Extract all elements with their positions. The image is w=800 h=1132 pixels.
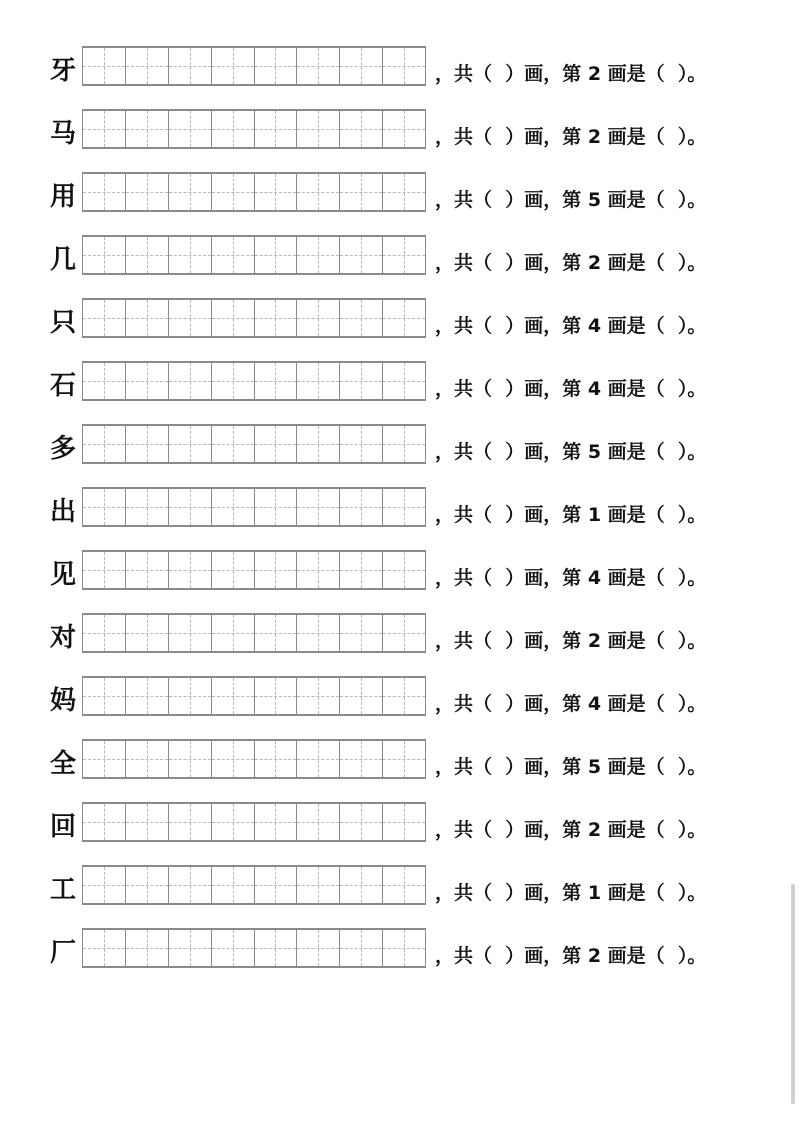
grid-cell[interactable] (340, 174, 383, 210)
grid-cell[interactable] (383, 552, 426, 588)
grid-cell[interactable] (255, 174, 298, 210)
grid-cell[interactable] (83, 678, 126, 714)
grid-cell[interactable] (297, 552, 340, 588)
grid-cell[interactable] (83, 489, 126, 525)
grid-cell[interactable] (255, 867, 298, 903)
stroke-question: ，共（ ）画，第 5 画是（ ）。 (435, 756, 707, 778)
stroke-question: ，共（ ）画，第 4 画是（ ）。 (435, 693, 707, 715)
grid-cell[interactable] (383, 300, 426, 336)
stroke-question: ，共（ ）画，第 2 画是（ ）。 (435, 252, 707, 274)
grid-cell[interactable] (212, 48, 255, 84)
character: 几 (50, 245, 77, 275)
grid-cell[interactable] (212, 489, 255, 525)
grid-cell[interactable] (212, 930, 255, 966)
grid-cell[interactable] (340, 804, 383, 840)
grid-cell[interactable] (212, 678, 255, 714)
grid-cell[interactable] (212, 174, 255, 210)
stroke-question: ，共（ ）画，第 2 画是（ ）。 (435, 945, 707, 967)
worksheet-row (50, 361, 770, 403)
grid-cell[interactable] (340, 300, 383, 336)
grid-cell[interactable] (126, 552, 169, 588)
worksheet-row (50, 865, 770, 907)
grid-cell[interactable] (383, 867, 426, 903)
grid-cell[interactable] (126, 930, 169, 966)
grid-cell[interactable] (169, 552, 212, 588)
grid-cell[interactable] (83, 363, 126, 399)
stroke-question: ，共（ ）画，第 2 画是（ ）。 (435, 630, 707, 652)
grid-cell[interactable] (340, 867, 383, 903)
stroke-question: ，共（ ）画，第 4 画是（ ）。 (435, 378, 707, 400)
writing-grid[interactable] (82, 739, 426, 779)
writing-grid[interactable] (82, 361, 426, 401)
stroke-question: ，共（ ）画，第 2 画是（ ）。 (435, 819, 707, 841)
grid-cell[interactable] (255, 678, 298, 714)
grid-cell[interactable] (212, 111, 255, 147)
grid-cell[interactable] (126, 174, 169, 210)
grid-cell[interactable] (340, 741, 383, 777)
grid-cell[interactable] (126, 426, 169, 462)
grid-cell[interactable] (297, 363, 340, 399)
grid-cell[interactable] (126, 300, 169, 336)
grid-cell[interactable] (255, 48, 298, 84)
grid-cell[interactable] (83, 426, 126, 462)
grid-cell[interactable] (255, 741, 298, 777)
grid-cell[interactable] (383, 237, 426, 273)
character: 马 (50, 119, 77, 149)
worksheet-row (50, 802, 770, 844)
writing-grid[interactable] (82, 802, 426, 842)
worksheet-row (50, 928, 770, 970)
grid-cell[interactable] (169, 363, 212, 399)
grid-cell[interactable] (297, 174, 340, 210)
grid-cell[interactable] (297, 489, 340, 525)
grid-cell[interactable] (383, 678, 426, 714)
stroke-question: ，共（ ）画，第 5 画是（ ）。 (435, 441, 707, 463)
grid-cell[interactable] (169, 741, 212, 777)
grid-cell[interactable] (126, 741, 169, 777)
worksheet-row (50, 550, 770, 592)
grid-cell[interactable] (169, 426, 212, 462)
grid-cell[interactable] (126, 615, 169, 651)
grid-cell[interactable] (126, 489, 169, 525)
grid-cell[interactable] (297, 741, 340, 777)
grid-cell[interactable] (212, 615, 255, 651)
grid-cell[interactable] (126, 804, 169, 840)
writing-grid[interactable] (82, 46, 426, 86)
grid-cell[interactable] (169, 615, 212, 651)
stroke-question: ，共（ ）画，第 2 画是（ ）。 (435, 126, 707, 148)
grid-cell[interactable] (255, 300, 298, 336)
grid-cell[interactable] (297, 426, 340, 462)
grid-cell[interactable] (169, 867, 212, 903)
grid-cell[interactable] (126, 363, 169, 399)
stroke-question: ，共（ ）画，第 4 画是（ ）。 (435, 315, 707, 337)
grid-cell[interactable] (212, 804, 255, 840)
grid-cell[interactable] (383, 804, 426, 840)
grid-cell[interactable] (255, 111, 298, 147)
grid-cell[interactable] (83, 930, 126, 966)
grid-cell[interactable] (340, 930, 383, 966)
grid-cell[interactable] (340, 426, 383, 462)
writing-grid[interactable] (82, 550, 426, 590)
grid-cell[interactable] (169, 111, 212, 147)
grid-cell[interactable] (383, 111, 426, 147)
grid-cell[interactable] (297, 111, 340, 147)
grid-cell[interactable] (169, 930, 212, 966)
character: 石 (50, 371, 77, 401)
grid-cell[interactable] (255, 930, 298, 966)
grid-cell[interactable] (340, 615, 383, 651)
grid-cell[interactable] (297, 300, 340, 336)
grid-cell[interactable] (383, 615, 426, 651)
grid-cell[interactable] (297, 867, 340, 903)
worksheet-row (50, 298, 770, 340)
grid-cell[interactable] (212, 867, 255, 903)
grid-cell[interactable] (383, 363, 426, 399)
writing-grid[interactable] (82, 298, 426, 338)
grid-cell[interactable] (212, 741, 255, 777)
character: 全 (50, 749, 77, 779)
writing-grid[interactable] (82, 865, 426, 905)
grid-cell[interactable] (83, 804, 126, 840)
grid-cell[interactable] (255, 552, 298, 588)
character: 出 (50, 497, 77, 527)
writing-grid[interactable] (82, 613, 426, 653)
grid-cell[interactable] (340, 363, 383, 399)
writing-grid[interactable] (82, 109, 426, 149)
grid-cell[interactable] (169, 48, 212, 84)
grid-cell[interactable] (212, 426, 255, 462)
character: 用 (50, 182, 77, 212)
grid-cell[interactable] (169, 174, 212, 210)
grid-cell[interactable] (340, 111, 383, 147)
grid-cell[interactable] (83, 300, 126, 336)
grid-cell[interactable] (212, 363, 255, 399)
worksheet-row (50, 613, 770, 655)
grid-cell[interactable] (297, 48, 340, 84)
grid-cell[interactable] (340, 237, 383, 273)
grid-cell[interactable] (383, 48, 426, 84)
grid-cell[interactable] (126, 678, 169, 714)
character: 厂 (50, 938, 77, 968)
grid-cell[interactable] (255, 363, 298, 399)
worksheet-row (50, 46, 770, 88)
stroke-question: ，共（ ）画，第 4 画是（ ）。 (435, 567, 707, 589)
grid-cell[interactable] (383, 426, 426, 462)
worksheet-row (50, 424, 770, 466)
grid-cell[interactable] (83, 615, 126, 651)
worksheet-row (50, 487, 770, 529)
character: 多 (50, 434, 77, 464)
grid-cell[interactable] (297, 615, 340, 651)
writing-grid[interactable] (82, 487, 426, 527)
grid-cell[interactable] (212, 552, 255, 588)
character: 只 (50, 308, 77, 338)
grid-cell[interactable] (340, 552, 383, 588)
writing-grid[interactable] (82, 928, 426, 968)
worksheet-row (50, 739, 770, 781)
grid-cell[interactable] (83, 552, 126, 588)
character: 牙 (50, 56, 77, 86)
grid-cell[interactable] (83, 111, 126, 147)
grid-cell[interactable] (255, 804, 298, 840)
character: 对 (50, 623, 77, 653)
grid-cell[interactable] (255, 489, 298, 525)
grid-cell[interactable] (169, 489, 212, 525)
character: 工 (50, 875, 77, 905)
grid-cell[interactable] (212, 300, 255, 336)
grid-cell[interactable] (383, 489, 426, 525)
writing-grid[interactable] (82, 424, 426, 464)
grid-cell[interactable] (383, 741, 426, 777)
character: 回 (50, 812, 77, 842)
grid-cell[interactable] (212, 237, 255, 273)
grid-cell[interactable] (126, 867, 169, 903)
grid-cell[interactable] (297, 678, 340, 714)
grid-cell[interactable] (169, 237, 212, 273)
grid-cell[interactable] (83, 867, 126, 903)
writing-grid[interactable] (82, 172, 426, 212)
writing-grid[interactable] (82, 676, 426, 716)
grid-cell[interactable] (126, 237, 169, 273)
worksheet-row (50, 109, 770, 151)
worksheet-row (50, 172, 770, 214)
grid-cell[interactable] (126, 111, 169, 147)
grid-cell[interactable] (126, 48, 169, 84)
stroke-question: ，共（ ）画，第 2 画是（ ）。 (435, 63, 707, 85)
grid-cell[interactable] (83, 48, 126, 84)
grid-cell[interactable] (297, 237, 340, 273)
grid-cell[interactable] (169, 804, 212, 840)
grid-cell[interactable] (255, 615, 298, 651)
grid-cell[interactable] (83, 741, 126, 777)
worksheet-row (50, 235, 770, 277)
worksheet-row (50, 676, 770, 718)
grid-cell[interactable] (169, 300, 212, 336)
grid-cell[interactable] (83, 237, 126, 273)
grid-cell[interactable] (340, 678, 383, 714)
grid-cell[interactable] (340, 48, 383, 84)
grid-cell[interactable] (340, 489, 383, 525)
stroke-question: ，共（ ）画，第 1 画是（ ）。 (435, 504, 707, 526)
character: 见 (50, 560, 77, 590)
grid-cell[interactable] (255, 426, 298, 462)
grid-cell[interactable] (255, 237, 298, 273)
writing-grid[interactable] (82, 235, 426, 275)
stroke-question: ，共（ ）画，第 1 画是（ ）。 (435, 882, 707, 904)
grid-cell[interactable] (383, 174, 426, 210)
grid-cell[interactable] (383, 930, 426, 966)
grid-cell[interactable] (297, 930, 340, 966)
scrollbar-thumb[interactable] (791, 884, 795, 1104)
grid-cell[interactable] (83, 174, 126, 210)
stroke-question: ，共（ ）画，第 5 画是（ ）。 (435, 189, 707, 211)
grid-cell[interactable] (169, 678, 212, 714)
grid-cell[interactable] (297, 804, 340, 840)
character: 妈 (50, 686, 77, 716)
